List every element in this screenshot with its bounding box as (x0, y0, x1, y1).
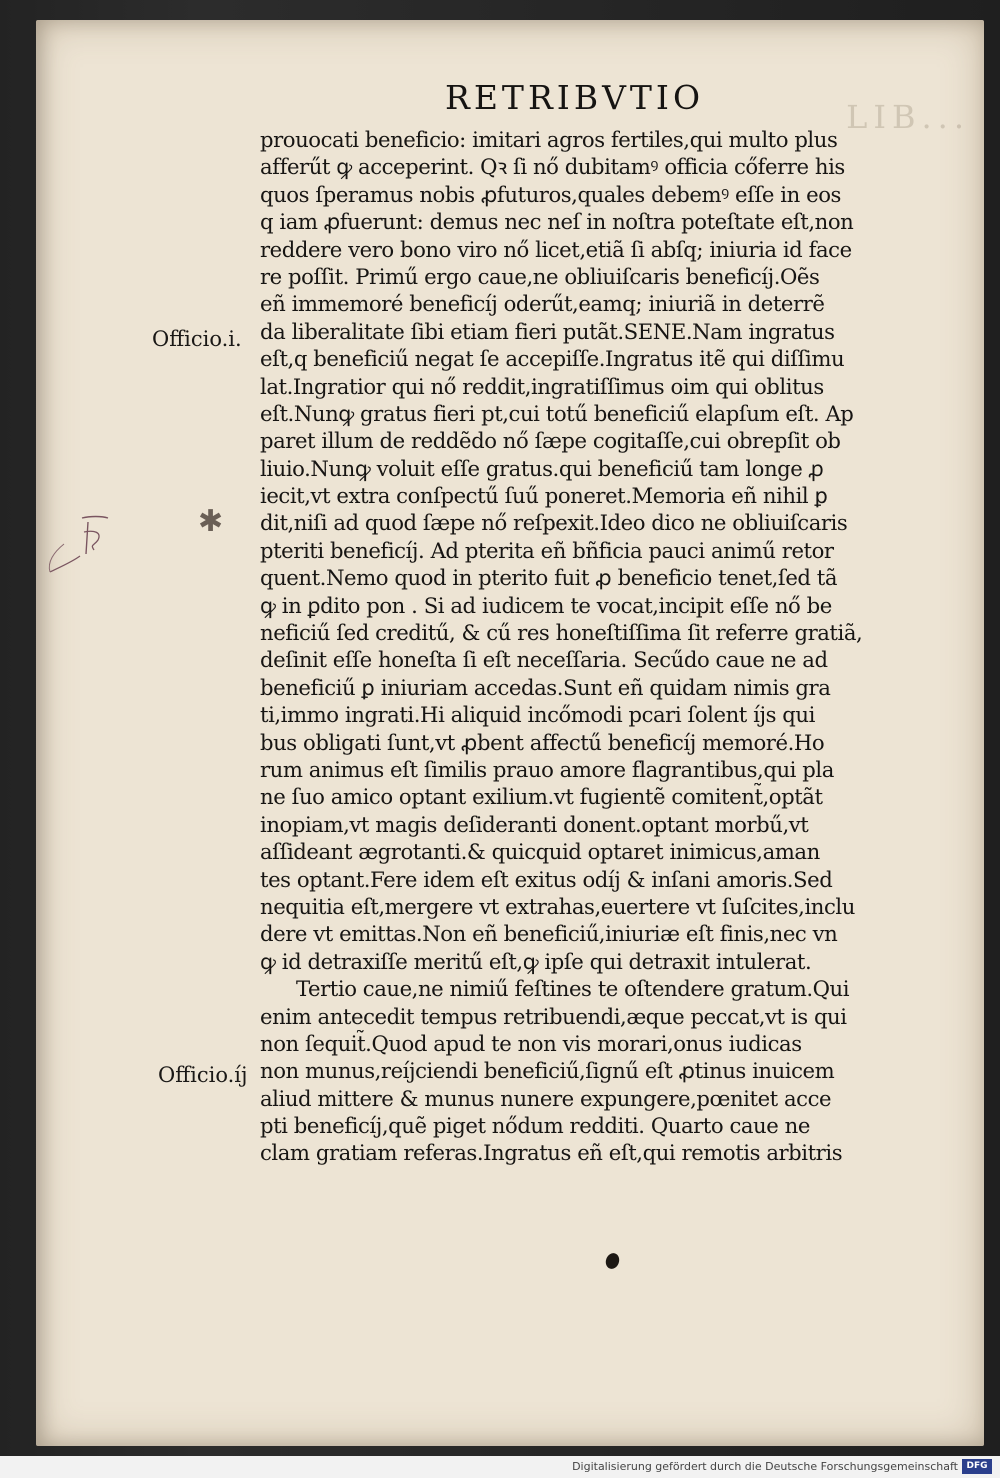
text-line: nequitia eſt,mergere vt extrahas,euertere vt ſuſcites,inclu (260, 893, 855, 919)
text-line: dit,niſi ad quod ſæpe nő reſpexit.Ideo dico ne obliuiſcaris (260, 510, 848, 536)
text-line: re poſſit. Primű ergo caue,ne obliuiſcaris beneficíj.Oẽs (260, 263, 820, 289)
text-line: pteriti beneficíj. Ad pterita eñ bñficia pauci animű retor (260, 537, 834, 563)
text-line: afferűt ꝙ acceperint. Qꝛ ſi nő dubitamꝰ officia cőferre his (260, 154, 845, 180)
text-line: liuio.Nunꝙ voluit eſſe gratus.qui beneficiű tam longe ꝓ (260, 455, 824, 481)
text-line: eſt.Nunꝙ gratus fieri pt,cui totű beneficiű elapſum eſt. Ap (260, 400, 854, 426)
text-line: ꝙ id detraxiſſe meritű eſt,ꝙ ipſe qui detraxit intulerat. (260, 948, 812, 974)
text-line: eñ immemoré beneficíj oderűt,eamq; iniuriã in deterrẽ (260, 291, 825, 317)
text-line: enim antecedit tempus retribuendi,æque peccat,vt is qui (260, 1003, 847, 1029)
body-text (260, 126, 924, 1167)
text-line: eſt,q beneficiű negat ſe accepiſſe.Ingratus itẽ qui diſſimu (260, 346, 845, 372)
footer-bar (0, 1456, 1000, 1478)
marginal-note-officio-1: Officio.i. (152, 327, 242, 351)
text-line: non munus,reíjciendi beneficiű,ſignű eſt ꝓtinus inuicem (260, 1058, 835, 1084)
text-line: rum animus eſt ſimilis prauo amore flagrantibus,qui pla (260, 756, 834, 782)
text-line: paret illum de reddẽdo nő ſæpe cogitaſſe,cui obrepſit ob (260, 428, 841, 454)
text-line: da liberalitate ſibi etiam fieri putãt.SENE.Nam ingratus (260, 318, 835, 344)
text-line: Tertio caue,ne nimiű feſtines te oſtendere gratum.Qui (296, 976, 850, 1002)
text-line: ꝙ in ꝑdito pon . Si ad iudicem te vocat,incipit eſſe nő be (260, 592, 832, 618)
text-line: non ſequit̃.Quod apud te non vis morari,onus iudicas (260, 1030, 802, 1056)
text-line: dere vt emittas.Non eñ beneficiű,iniuriæ eſt finis,nec vn (260, 921, 838, 947)
text-line: aliud mittere & munus nunere expungere,pœnitet acce (260, 1085, 832, 1111)
text-line: ne ſuo amico optant exilium.vt fugientẽ comitent̃,optãt (260, 784, 823, 810)
text-line: beneficiű ꝑ iniuriam accedas.Sunt eñ quidam nimis gra (260, 674, 831, 700)
text-line: pti beneficíj,quẽ piget nődum redditi. Quarto caue ne (260, 1113, 810, 1139)
text-line: deſinit eſſe honeſta ſi eſt neceſſaria. Secűdo caue ne ad (260, 647, 828, 673)
text-line: q iam ꝓfuerunt: demus nec neſ in noſtra poteſtate eſt,non (260, 209, 854, 235)
text-line: clam gratiam referas.Ingratus eñ eſt,qui remotis arbitris (260, 1140, 843, 1166)
dfg-logo-icon: DFG (962, 1459, 992, 1474)
text-line: quos ſperamus nobis ꝓfuturos,quales debemꝰ eſſe in eos (260, 181, 841, 207)
funding-credit: Digitalisierung gefördert durch die Deutsche Forschungsgemeinschaft (572, 1460, 958, 1473)
running-head: RETRIBVTIO (445, 78, 705, 117)
manuscript-scrawl-icon (44, 510, 124, 580)
text-line: inopiam,vt magis deſideranti donent.optant morbű,vt (260, 811, 809, 837)
text-line: reddere vero bono viro nő licet,etiã ſi abſq; iniuria id face (260, 236, 852, 262)
manuscript-star-mark: ✱ (198, 504, 224, 539)
text-line: quent.Nemo quod in pterito fuit ꝓ beneficio tenet,ſed tã (260, 565, 838, 591)
text-line: prouocati beneficio: imitari agros fertiles,qui multo plus (260, 127, 838, 152)
text-line: tes optant.Fere idem eſt exitus odíj & inſani amoris.Sed (260, 866, 833, 892)
text-line: neficiű ſed creditű, & cű res honeſtiſſima ſit referre gratiã, (260, 620, 863, 646)
text-line: iecit,vt extra conſpectű ſuű poneret.Memoria eñ nihil ꝑ (260, 483, 828, 509)
text-line: lat.Ingratior qui nő reddit,ingratiſſimus oim qui oblitus (260, 373, 824, 399)
text-line: bus obligati ſunt,vt ꝓbent affectű beneficíj memoré.Ho (260, 729, 825, 755)
marginal-note-officio-2: Officio.íj (158, 1063, 248, 1087)
show-through-text: LIB... (846, 98, 970, 136)
text-line: ti,immo ingrati.Hi aliquid incőmodi pcari ſolent íjs qui (260, 702, 815, 728)
text-line: aſſideant ægrotanti.& quicquid optaret inimicus,aman (260, 839, 820, 865)
